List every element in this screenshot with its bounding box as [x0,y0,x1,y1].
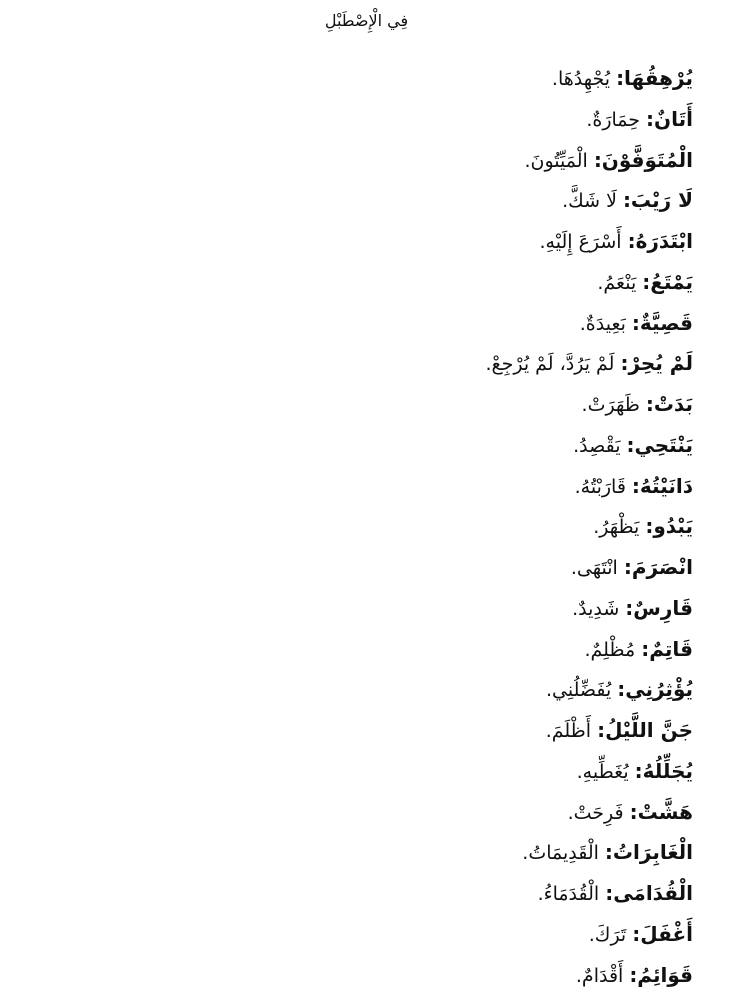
glossary-definition: حِمَارَةٌ. [586,108,641,131]
glossary-term: لَا رَيْبَ: [622,188,693,213]
glossary-entry [93,955,693,996]
glossary-entry [93,751,693,792]
glossary-definition: تَرَكَ. [588,923,627,946]
glossary-term: لَمْ يُحِرْ: [620,351,693,376]
glossary-entry [93,262,693,303]
glossary-definition: يَظْهَرُ. [593,516,640,539]
glossary-definition: أَقْدَامٌ. [575,964,624,987]
glossary-entry [93,832,693,873]
glossary-entry [93,710,693,751]
glossary-term: الْقُدَامَى: [605,881,693,905]
glossary-term: هَشَّتْ: [629,799,693,824]
glossary-term: دَانَيْتُهُ: [631,473,693,498]
glossary-definition: لَمْ يَرُدَّ، لَمْ يُرْجِعْ. [485,353,615,376]
glossary-definition: يَقْصِدُ. [573,434,621,457]
glossary-definition: يَنْعَمُ. [597,271,637,294]
glossary-entry [93,547,693,588]
glossary-definition: انْتَهَى. [570,557,618,579]
glossary-definition: يُجْهِدُهَا. [551,68,611,90]
glossary-list [93,58,693,995]
glossary-definition: فَرِحَتْ. [567,801,624,824]
glossary-term: يُجَلِّلُهُ: [634,758,693,783]
glossary-term: أَغْفَلَ: [632,921,693,946]
page-header-title: فِي الْإِصْطَبْلِ [324,11,409,30]
glossary-entry [93,669,693,710]
glossary-entry [93,384,693,425]
glossary-definition: قَارَبْتُهُ. [574,475,626,498]
glossary-definition: الْقَدِيمَاتُ. [522,842,599,865]
glossary-definition: يُغَطِّيهِ. [576,760,629,783]
glossary-term: قَوَائِمُ: [629,962,693,987]
glossary-definition: شَدِيدٌ. [572,597,620,620]
glossary-entry [93,303,693,344]
glossary-entry [93,873,693,914]
glossary-entry [93,140,693,181]
glossary-entry [93,343,693,384]
glossary-entry [93,180,693,221]
glossary-entry [93,588,693,629]
glossary-entry [93,58,693,99]
glossary-definition: بَعِيدَةٌ. [579,312,626,335]
glossary-term: الْمُتَوَفَّوْنَ: [593,147,693,172]
glossary-term: انْصَرَمَ: [623,555,693,579]
glossary-term: ابْتَدَرَهُ: [627,229,693,253]
glossary-entry [93,506,693,547]
glossary-entry [93,425,693,466]
glossary-definition: مُظْلِمٌ. [584,638,636,661]
glossary-entry [93,914,693,955]
glossary-term: جَنَّ اللَّيْلُ: [597,718,693,742]
glossary-entry [93,629,693,670]
glossary-term: قَصِيَّةٌ: [631,310,693,335]
glossary-definition: أَسْرَعَ إِلَيْهِ. [539,231,622,253]
glossary-entry [93,221,693,262]
glossary-entry [93,466,693,507]
glossary-term: أَتَانٌ: [646,106,693,131]
glossary-term: يُؤْثِرُنِي: [617,677,693,702]
glossary-definition: ظَهَرَتْ. [581,394,640,416]
glossary-definition: يُفَضِّلُنِي. [545,679,612,702]
glossary-term: يَمْتَعُ: [642,269,693,294]
glossary-entry [93,99,693,140]
glossary-term: بَدَتْ: [645,392,693,416]
glossary-term: قَاتِمٌ: [641,636,693,661]
glossary-definition: الْمَيِّتُونَ. [524,149,588,172]
glossary-definition: أَظْلَمَ. [545,720,592,742]
glossary-definition: الْقُدَمَاءُ. [537,883,600,905]
glossary-term: يَبْدُو: [645,514,693,539]
glossary-term: يُرْهِقُهَا: [616,66,693,90]
glossary-term: الْغَابِرَاتُ: [604,840,693,865]
glossary-term: يَنْتَحِي: [626,432,693,457]
glossary-entry [93,792,693,833]
glossary-definition: لَا شَكَّ. [562,190,617,213]
glossary-term: قَارِسٌ: [625,595,693,620]
